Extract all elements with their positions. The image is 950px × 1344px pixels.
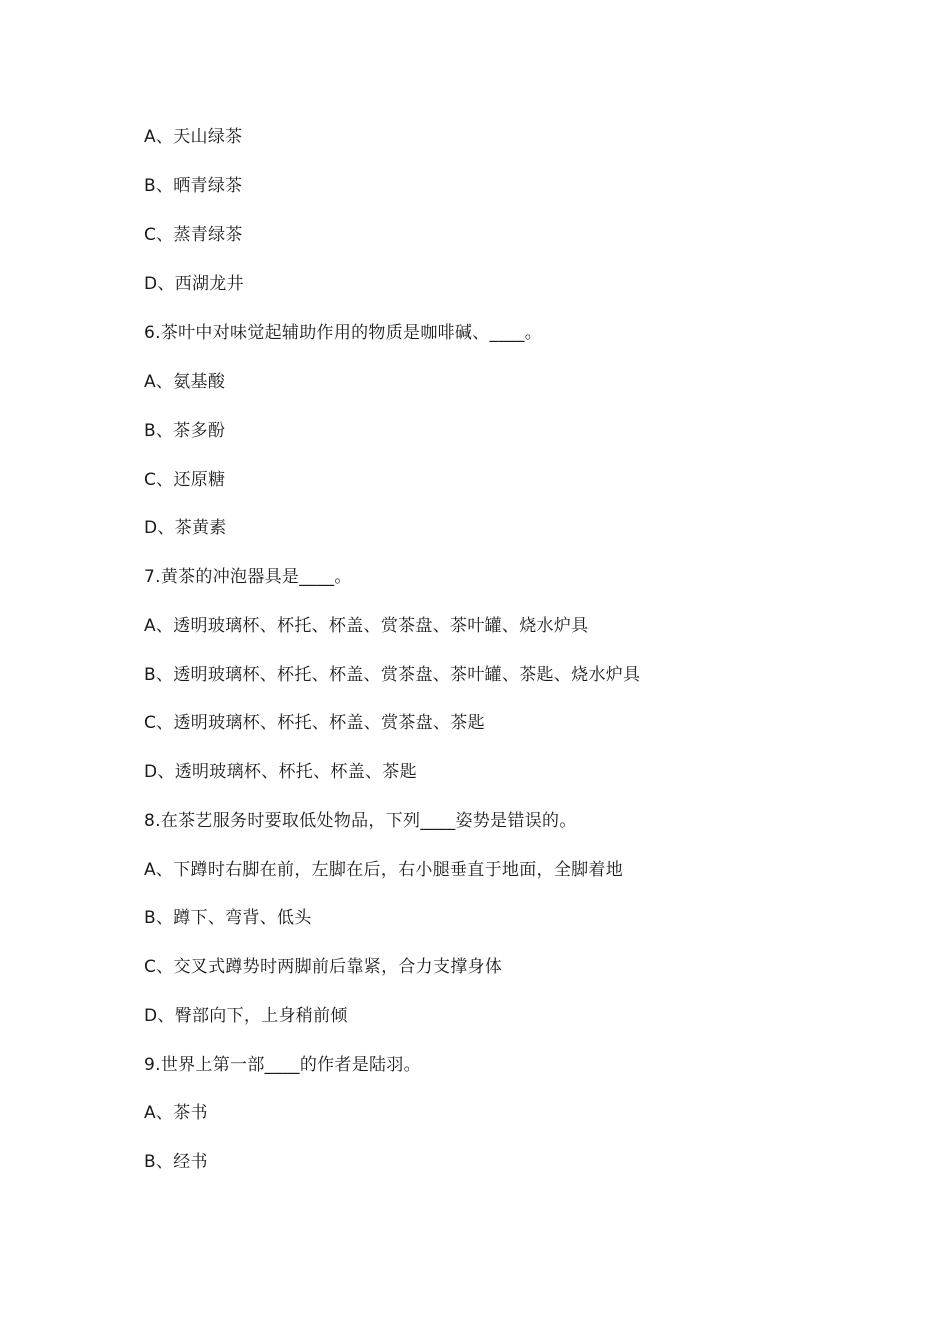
q7-question: 7.黄茶的冲泡器具是____。 bbox=[144, 567, 352, 587]
q9-option-b: B、经书 bbox=[144, 1152, 208, 1172]
q6-option-c: C、还原糖 bbox=[144, 470, 226, 490]
q7-option-b: B、透明玻璃杯、杯托、杯盖、赏茶盘、茶叶罐、茶匙、烧水炉具 bbox=[144, 665, 641, 685]
q7-option-d: D、透明玻璃杯、杯托、杯盖、茶匙 bbox=[144, 762, 417, 782]
q9-question: 9.世界上第一部____的作者是陆羽。 bbox=[144, 1055, 421, 1075]
q6-option-a: A、氨基酸 bbox=[144, 372, 226, 392]
q6-question: 6.茶叶中对味觉起辅助作用的物质是咖啡碱、____。 bbox=[144, 323, 543, 343]
q5-option-b: B、晒青绿茶 bbox=[144, 176, 243, 196]
q8-option-a: A、下蹲时右脚在前，左脚在后，右小腿垂直于地面，全脚着地 bbox=[144, 860, 624, 880]
q8-option-d: D、臀部向下，上身稍前倾 bbox=[144, 1006, 348, 1026]
q5-option-a: A、天山绿茶 bbox=[144, 127, 243, 147]
q5-option-c: C、蒸青绿茶 bbox=[144, 225, 243, 245]
q7-option-a: A、透明玻璃杯、杯托、杯盖、赏茶盘、茶叶罐、烧水炉具 bbox=[144, 616, 589, 636]
q7-option-c: C、透明玻璃杯、杯托、杯盖、赏茶盘、茶匙 bbox=[144, 713, 485, 733]
q6-option-d: D、茶黄素 bbox=[144, 518, 227, 538]
q5-option-d: D、西湖龙井 bbox=[144, 274, 244, 294]
q8-question: 8.在茶艺服务时要取低处物品，下列____姿势是错误的。 bbox=[144, 811, 577, 831]
q6-option-b: B、茶多酚 bbox=[144, 421, 226, 441]
q8-option-c: C、交叉式蹲势时两脚前后靠紧，合力支撑身体 bbox=[144, 957, 503, 977]
q8-option-b: B、蹲下、弯背、低头 bbox=[144, 908, 312, 928]
q9-option-a: A、茶书 bbox=[144, 1103, 208, 1123]
